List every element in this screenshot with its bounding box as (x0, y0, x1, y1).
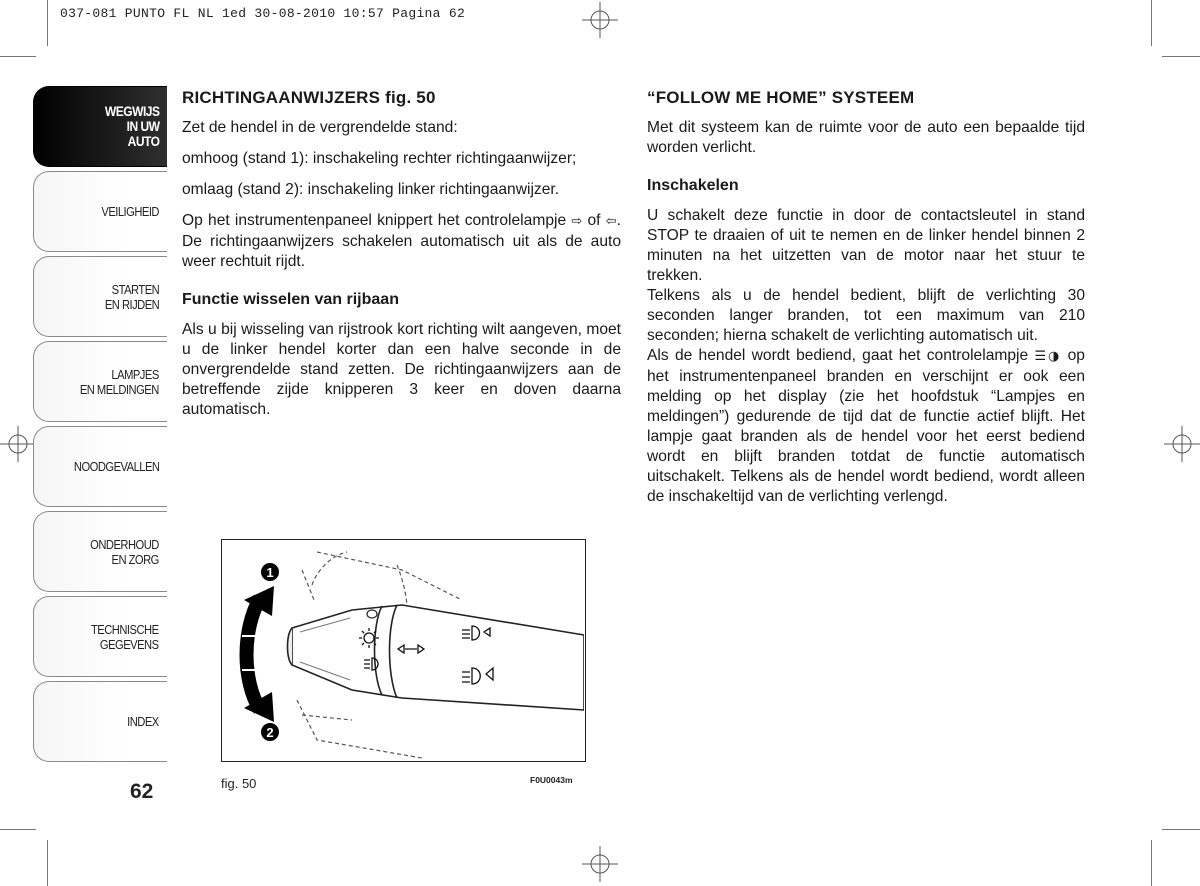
crop-mark (1162, 56, 1200, 57)
tab-index[interactable] (33, 681, 167, 762)
registration-mark-icon (582, 2, 618, 38)
tab-onderhoud[interactable] (33, 511, 167, 592)
paragraph (182, 211, 621, 272)
crop-mark (1151, 0, 1152, 46)
figure-caption: fig. 50 (221, 776, 257, 791)
crop-mark (47, 840, 48, 886)
chapter-tabs (33, 86, 167, 766)
sub-heading: Functie wisselen van rijbaan (182, 291, 399, 308)
stalk-drawing (222, 540, 584, 760)
tab-label: STARTEN EN RIJDEN (104, 281, 159, 312)
registration-mark-icon (582, 846, 618, 882)
tab-label: TECHNISCHE GEGEVENS (91, 621, 159, 652)
text-run: op het instrumentenpaneel branden en verschijnt er ook een melding op het display (zie het hoofdstuk “Lampjes en meldingen”) gedurende de tijd dat de functie actief blijft. Het lampje gaat branden als de hendel voor het eerst bediend wordt en blijft branden totdat de functie automatisch uitschakelt. Telkens als de hendel wordt bediend, wordt alleen de inschakeltijd van de verlichting verlengd. (647, 347, 1085, 505)
crop-mark (1162, 829, 1200, 830)
text-run: Als de hendel wordt bediend, gaat het controlelampje (647, 347, 1029, 364)
print-header: 037-081 PUNTO FL NL 1ed 30-08-2010 10:57 Pagina 62 (60, 6, 466, 21)
tab-noodgevallen[interactable] (33, 426, 167, 507)
tab-label: NOODGEVALLEN (73, 459, 159, 474)
paragraph: Zet de hendel in de vergrendelde stand: (182, 119, 458, 136)
tab-veiligheid[interactable] (33, 171, 167, 252)
page-number: 62 (130, 780, 154, 803)
tab-wegwijs[interactable] (33, 86, 167, 167)
crop-mark (1151, 840, 1152, 886)
paragraph: U schakelt deze functie in door de contactsleutel in stand STOP te draaien of uit te nemen en de linker hendel binnen 2 minuten na het uitzetten van de motor naar het stuur te trekken. (647, 207, 1085, 284)
tab-label: INDEX (127, 714, 159, 729)
registration-mark-icon (0, 426, 36, 462)
marker-2-label: 2 (266, 725, 274, 740)
turn-right-icon: ⇨ (571, 214, 583, 229)
section-heading: RICHTINGAANWIJZERS fig. 50 (182, 88, 436, 107)
marker-1-label: 1 (266, 565, 274, 580)
tab-label: WEGWIJS IN UW AUTO (104, 103, 159, 149)
crop-mark (0, 56, 36, 57)
right-column (647, 88, 1085, 507)
crop-mark (0, 829, 36, 830)
text-run: Op het instrumentenpaneel knippert het controlelampje (182, 212, 567, 229)
text-run: of (587, 212, 601, 229)
paragraph: Telkens als u de hendel bedient, blijft de verlichting 30 seconden langer branden, tot een maximum van 210 seconden; hierna schakelt de verlichting automatisch uit. (647, 287, 1085, 344)
paragraph: omlaag (stand 2): inschakeling linker richtingaanwijzer. (182, 181, 560, 198)
paragraph: Met dit systeem kan de ruimte voor de auto een bepaalde tijd worden verlicht. (647, 119, 1085, 156)
figure-code: F0U0043m (530, 775, 573, 785)
tab-label: ONDERHOUD EN ZORG (90, 536, 159, 567)
paragraph (647, 346, 1085, 507)
sub-heading: Inschakelen (647, 177, 739, 194)
section-heading: “FOLLOW ME HOME” SYSTEEM (647, 88, 915, 107)
registration-mark-icon (1164, 426, 1200, 462)
follow-me-home-icon: ☰◑ (1034, 349, 1062, 364)
tab-starten[interactable] (33, 256, 167, 337)
paragraph: Als u bij wisseling van rijstrook kort richting wilt aangeven, moet u de linker hendel korter dan een halve seconde in de onvergrendelde stand zetten. De richtingaanwijzers aan de betreffende zijde knipperen 3 keer en doven daarna automatisch. (182, 321, 621, 418)
tab-label: LAMPJES EN MELDINGEN (80, 366, 159, 397)
tab-lampjes[interactable] (33, 341, 167, 422)
lever-illustration (221, 539, 586, 762)
left-column (182, 88, 621, 420)
turn-left-icon: ⇦ (605, 214, 617, 229)
paragraph: omhoog (stand 1): inschakeling rechter richtingaanwijzer; (182, 150, 577, 167)
tab-technische[interactable] (33, 596, 167, 677)
crop-mark (47, 0, 48, 46)
text-run: . De richtingaanwijzers schakelen automatisch uit als de auto weer rechtuit rijdt. (182, 212, 621, 270)
tab-label: VEILIGHEID (101, 204, 159, 219)
